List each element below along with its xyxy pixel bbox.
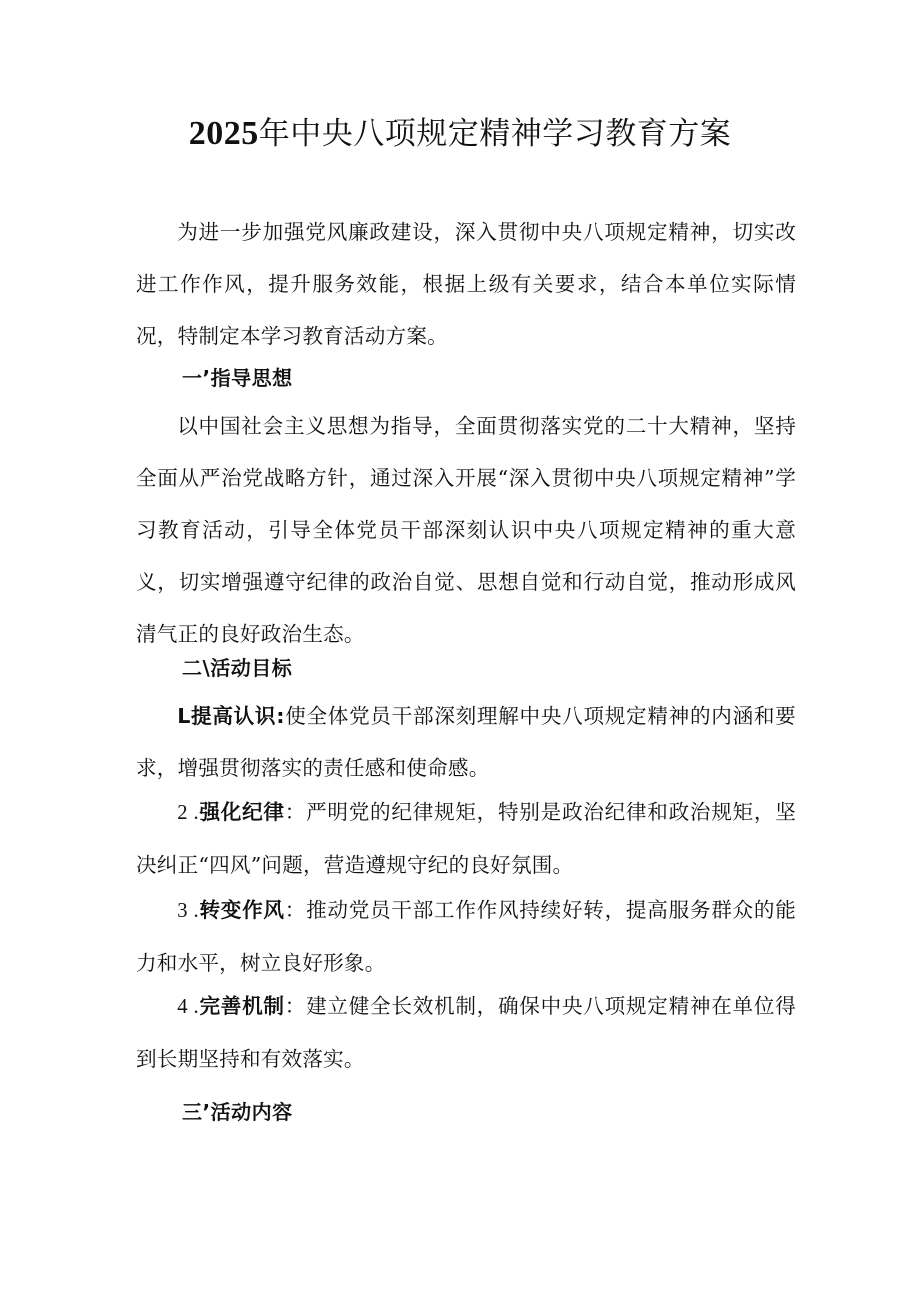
goal-item-3 [136, 884, 796, 989]
goal-item-separator: ： [284, 994, 307, 1018]
goal-item-text: 推动党员干部工作作风持续好转，提高服务群众的能力和水平，树立良好形象。 [136, 898, 796, 975]
section-heading-activity-goals: 二\活动目标 [182, 656, 293, 680]
goal-item-separator: : [276, 704, 285, 728]
goal-item-separator: ： [284, 898, 307, 922]
goal-item-lead: 转变作风 [198, 898, 285, 922]
section-heading-guiding-ideology: 一’指导思想 [182, 366, 293, 390]
goal-item-2 [136, 786, 796, 891]
goal-item-text: 严明党的纪律规矩，特别是政治纪律和政治规矩，坚决纠正“四风”问题，营造遵规守纪的良好氛围。 [136, 800, 796, 877]
goal-item-separator: ： [284, 800, 307, 824]
goal-item-1 [136, 690, 796, 794]
title-text: 年中央八项规定精神学习教育方案 [258, 116, 732, 152]
goal-item-4 [136, 980, 796, 1085]
document-title [0, 112, 920, 156]
section-heading-activity-content: 三’活动内容 [182, 1100, 293, 1124]
goal-item-text: 建立健全长效机制，确保中央八项规定精神在单位得到长期坚持和有效落实。 [136, 994, 796, 1071]
intro-paragraph: 为进一步加强党风廉政建设，深入贯彻中央八项规定精神，切实改进工作作风，提升服务效能，根据上级有关要求，结合本单位实际情况，特制定本学习教育活动方案。 [136, 220, 796, 348]
goal-item-text: 使全体党员干部深刻理解中央八项规定精神的内涵和要求，增强贯彻落实的责任感和使命感。 [136, 704, 796, 780]
goal-item-lead: 强化纪律 [198, 800, 285, 824]
goal-item-number: 4 . [177, 996, 199, 1018]
guiding-ideology-paragraph: 以中国社会主义思想为指导，全面贯彻落实党的二十大精神，坚持全面从严治党战略方针，通过深入开展“深入贯彻中央八项规定精神”学习教育活动，引导全体党员干部深刻认识中央八项规定精神的重大意义，切实增强遵守纪律的政治自觉、思想自觉和行动自觉，推动形成风清气正的良好政治生态。 [136, 414, 796, 646]
goal-item-number: L [177, 704, 191, 728]
goal-item-lead: 提高认识 [190, 704, 277, 728]
goal-item-lead: 完善机制 [198, 994, 285, 1018]
goal-item-number: 3 . [177, 900, 199, 922]
goal-item-number: 2 . [177, 802, 199, 824]
title-year: 2025 [188, 115, 259, 152]
